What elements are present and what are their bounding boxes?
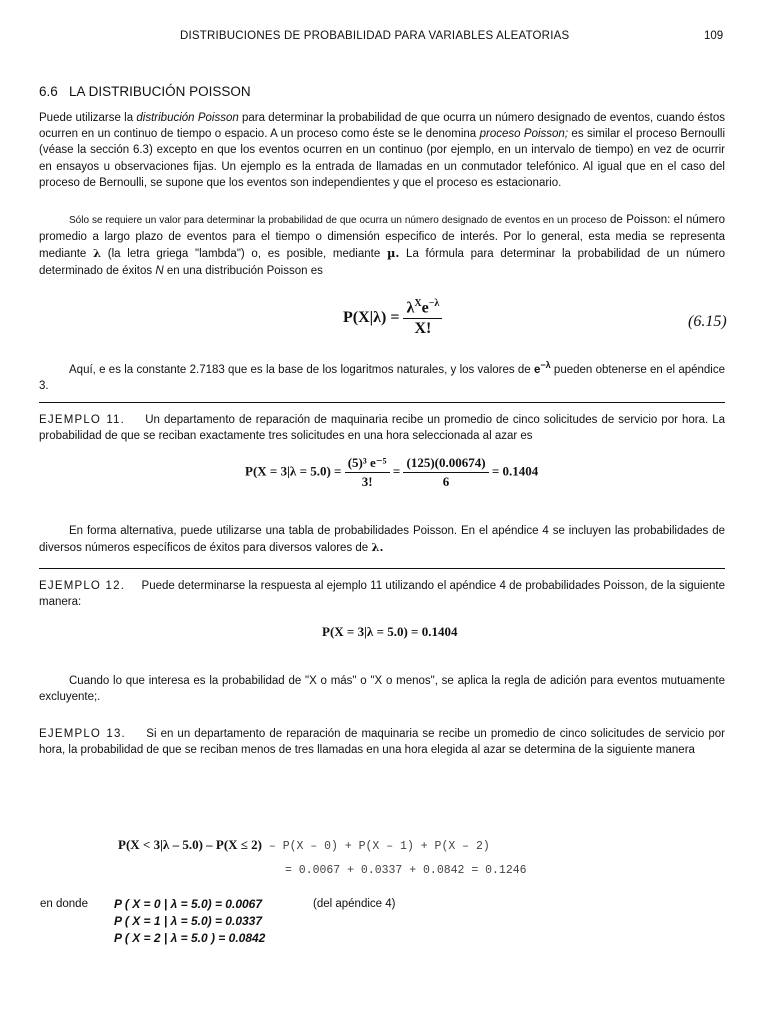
text-run: de Poisson: el número promedio a largo plazo de eventos para el tiempo o dimensión especifico de interés. Por lo general, esta media se representa mediante <box>39 214 725 261</box>
paragraph-constant-e <box>39 357 725 394</box>
section-heading <box>39 84 251 99</box>
equation-label: (6.15) <box>688 313 727 330</box>
text-run: En forma alternativa, puede utilizarse una tabla de probabilidades Poisson. En el apéndice 4 se incluyen las probabilidades de diversos números específicos de éxitos para diversos valores de <box>39 525 725 555</box>
fraction-numerator: (5)³ e⁻⁵ <box>345 455 390 473</box>
equation-lhs: P(X|λ) = <box>343 308 400 326</box>
where-label: en donde <box>40 898 88 910</box>
text-run: es similar el proceso Bernoulli (véase la sección 6.3) excepto en que los eventos ocurren en un continuo (por ejemplo, en un intervalo de tiempo) en vez de ocurrir en ensayos u observaciones fijas. Un ejemplo es la entrada de llamadas en un conmutador telefónico. Al igual que en el caso del proceso de Bernoulli, se supone que los eventos son independientes y que el proceso es estacionario. <box>39 128 726 189</box>
where-note: (del apéndice 4) <box>313 898 396 910</box>
text-run: (la letra griega "lambda") o, es posible, mediante <box>101 248 387 261</box>
fraction-denominator: 3! <box>361 474 373 489</box>
e-base: e <box>421 299 429 317</box>
equals-sign: = <box>392 463 401 479</box>
equation-example-12: P(X = 3|λ = 5.0) = 0.1404 <box>322 624 458 639</box>
equation-terms: – P(X – 0) + P(X – 1) + P(X – 2) <box>262 840 490 853</box>
where-line-1: P ( X = 0 | λ = 5.0) = 0.0067 <box>114 897 263 911</box>
text-run: en una distribución Poisson es <box>163 264 323 277</box>
text-run: pueden obtenerse en el apéndice 3. <box>39 363 725 393</box>
running-header: DISTRIBUCIONES DE PROBABILIDAD PARA VARIABLES ALEATORIAS <box>180 30 570 42</box>
equation-result: = 0.1404 <box>491 463 539 479</box>
fraction-numerator: (125)(0.00674) <box>403 455 488 473</box>
fraction-numerator <box>403 298 442 319</box>
example-11-label: EJEMPLO 11. <box>39 414 126 426</box>
exponent-x: X <box>414 298 422 309</box>
section-number: 6.6 <box>39 84 58 99</box>
equation-example-13-line-1 <box>118 836 490 854</box>
lambda-base: λ <box>406 299 415 317</box>
paragraph-addition-rule: Cuando lo que interesa es la probabilidad de "X o más" o "X o menos", se aplica la regla de adición para eventos mutuamente excluyente;. <box>39 675 725 704</box>
lambda-symbol: λ <box>93 246 102 261</box>
paragraph-intro <box>39 110 725 191</box>
text-run: Un departamento de reparación de maquinaria recibe un promedio de cinco solicitudes de servicio por hora. La probabilidad de que se reciban exactamente tres solicitudes en una hora seleccionada al azar es <box>39 414 725 443</box>
where-line-3: P ( X = 2 | λ = 5.0 ) = 0.0842 <box>114 931 266 945</box>
paragraph-poisson-table <box>39 523 725 556</box>
fraction-denominator: 6 <box>442 474 450 489</box>
text-run: Aquí, e es la constante 2.7183 que es la base de los logaritmos naturales, y los valores de <box>69 363 534 376</box>
example-13-text <box>39 726 725 758</box>
divider <box>39 402 725 403</box>
text-run-small: Sólo se requiere un valor para determinar la probabilidad de que ocurra un número designado de eventos en un proceso <box>69 215 607 226</box>
text-run: Si en un departamento de reparación de maquinaria se recibe un promedio de cinco solicitudes de servicio por hora, la probabilidad de que se reciban menos de tres llamadas en una hora elegida al azar se determina de la siguiente manera <box>39 728 725 757</box>
equation-fraction <box>403 298 442 338</box>
fraction-denominator: X! <box>414 320 432 338</box>
mu-symbol: µ. <box>386 246 400 261</box>
equation-6-15 <box>343 298 442 338</box>
e-symbol: e <box>533 363 541 376</box>
exponent-neg-lambda: −λ <box>540 360 551 370</box>
text-run: Puede utilizarse la <box>39 112 137 124</box>
text-run: La fórmula para determinar la probabilidad de un número determinado de éxitos <box>39 248 725 277</box>
lambda-symbol: λ. <box>371 540 384 555</box>
page-number: 109 <box>704 30 724 42</box>
text-run: Puede determinarse la respuesta al ejemplo 11 utilizando el apéndice 4 de probabilidades Poisson, de la siguiente manera: <box>39 580 725 609</box>
where-line-2: P ( X = 1 | λ = 5.0) = 0.0337 <box>114 914 263 928</box>
divider <box>39 568 725 569</box>
equation-lhs: P(X < 3|λ – 5.0) – P(X ≤ 2) <box>118 837 263 852</box>
equation-fraction-1 <box>345 455 390 490</box>
exponent-neg-lambda: −λ <box>428 298 440 309</box>
example-11-text <box>39 412 725 444</box>
paragraph-lambda <box>39 212 725 279</box>
example-13-label: EJEMPLO 13. <box>39 728 126 740</box>
text-run: para determinar la probabilidad de que ocurra un número designado de eventos, cuando éstos ocurren en un continuo de tiempo o espacio. A un proceso como éste se le denomina <box>39 112 725 141</box>
equation-example-11 <box>245 455 538 490</box>
equation-lhs: P(X = 3|λ = 5.0) = <box>245 463 342 479</box>
term-distribucion-poisson: distribución Poisson <box>136 112 239 124</box>
equation-example-13-line-2: = 0.0067 + 0.0337 + 0.0842 = 0.1246 <box>285 864 527 877</box>
example-12-text <box>39 578 725 610</box>
example-12-label: EJEMPLO 12. <box>39 580 126 592</box>
variable-n: N <box>155 264 164 277</box>
term-proceso-poisson: proceso Poisson; <box>479 128 569 141</box>
equation-fraction-2 <box>403 455 488 490</box>
section-title: LA DISTRIBUCIÓN POISSON <box>69 84 251 99</box>
